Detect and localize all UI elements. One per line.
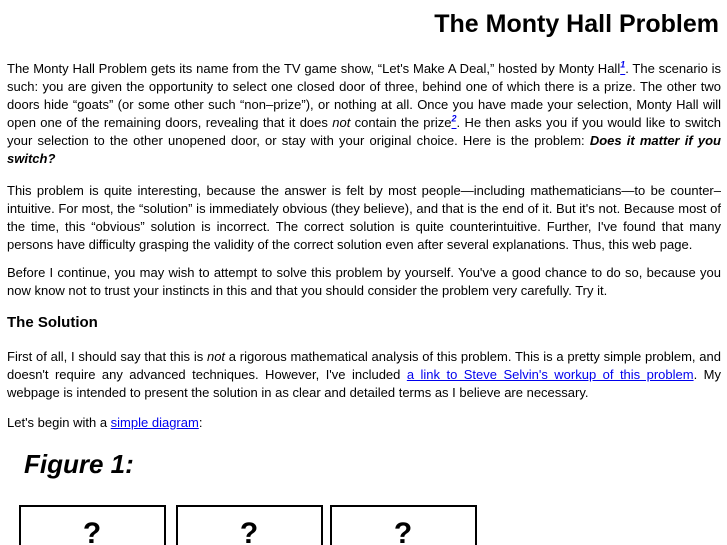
solution-heading: The Solution — [7, 314, 98, 331]
figure-1-diagram — [0, 440, 500, 545]
figure-label: Figure 1: — [24, 449, 134, 479]
counterintuitive-paragraph: This problem is quite interesting, because the answer is felt by most people—including mathematicians—to be counter–intuitive. For most, the “solution” is immediately obvious (they believe), and that is the end of it. But it's not. Because most of the time, this “obvious” solution is incorrect. The correct solution is quite counterintuitive. Further, I've found that many persons have difficulty grasping the validity of the correct solution even after several explanations. Thus, this web page. — [7, 183, 721, 252]
door-2-mark: ? — [239, 517, 259, 545]
text: contain the prize — [350, 115, 452, 130]
text: . The scenario is such: you are given the opportunity to select one closed door of three, behind one of which there is a prize. The other two doors hide “goats” (or some other such “non–prize”), or nothing at all. Once you have made your selection, Monty Hall will open one of the remaining doors, revealing that it does — [7, 61, 722, 130]
emphasis: not — [206, 349, 226, 364]
footnote-2[interactable]: 2 — [451, 113, 457, 124]
footnote-1[interactable]: 1 — [620, 59, 626, 70]
text: Let's begin with a — [7, 415, 111, 430]
intro-paragraph — [7, 60, 721, 168]
door-3-mark: ? — [393, 517, 413, 545]
text: First of all, I should say that this is — [7, 349, 207, 364]
selvin-workup-link[interactable]: a link to Steve Selvin's workup of this problem — [406, 367, 694, 382]
emphasis: not — [332, 115, 351, 130]
text: . He then asks you if you would like to switch your selection to the other unopened door, or stay with your original choice. Here is the problem: — [7, 115, 721, 148]
key-question: Does it matter if you switch? — [7, 133, 721, 166]
diagram-intro-paragraph — [7, 414, 721, 432]
simple-diagram-link[interactable]: simple diagram — [110, 415, 199, 430]
text: : — [198, 415, 203, 430]
solution-paragraph — [7, 348, 721, 402]
page-title: The Monty Hall Problem — [434, 10, 719, 38]
text: The Monty Hall Problem gets its name from the TV game show, “Let's Make A Deal,” hosted by Monty Hall — [7, 61, 621, 76]
text: a rigorous mathematical analysis of this problem. This is a pretty simple problem, and doesn't require any advanced techniques. However, I've included — [7, 349, 721, 382]
door-1-mark: ? — [82, 517, 102, 545]
text: . My webpage is intended to present the solution in as clear and detailed terms as I believe are necessary. — [7, 367, 721, 400]
try-it-paragraph: Before I continue, you may wish to attempt to solve this problem by yourself. You've a good chance to do so, because you now know not to trust your instincts in this and that you should consider the problem very carefully. Try it. — [7, 265, 721, 298]
